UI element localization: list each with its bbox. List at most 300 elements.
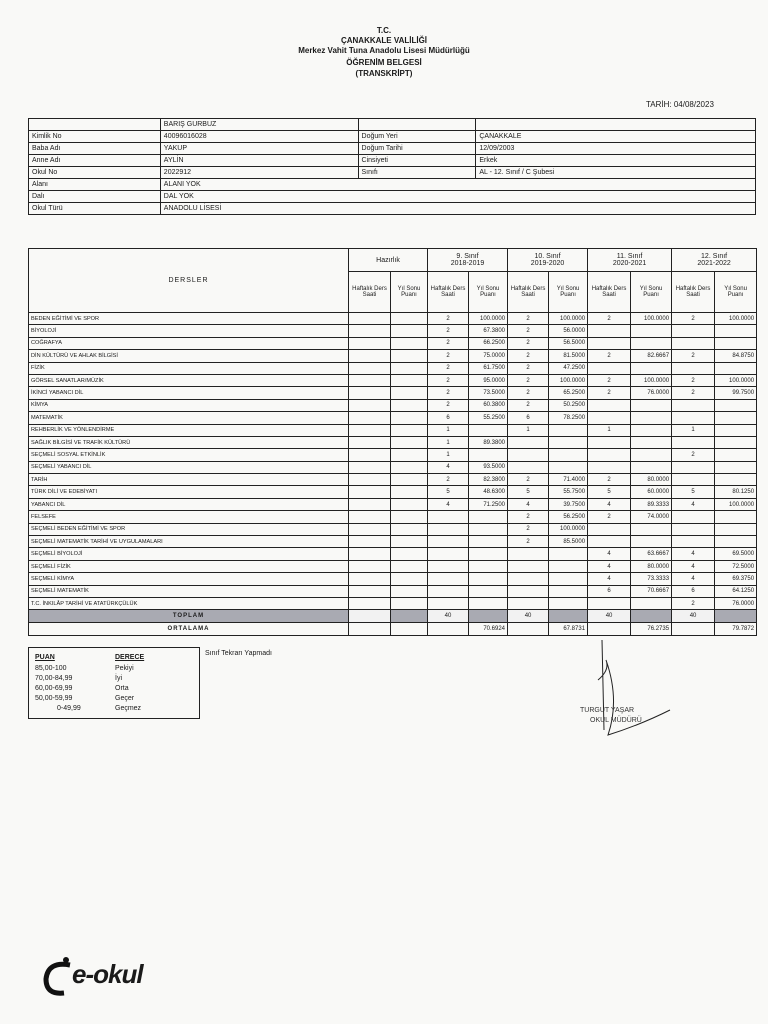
score-cell bbox=[391, 449, 428, 461]
legend-score-range: 60,00-69,99 bbox=[35, 685, 73, 692]
weekly-hours-cell: 2 bbox=[508, 362, 549, 374]
weekly-hours-cell: 1 bbox=[588, 424, 631, 436]
weekly-hours-cell: 1 bbox=[508, 424, 549, 436]
weekly-hours-cell bbox=[349, 337, 391, 349]
average-cell bbox=[588, 623, 631, 636]
weekly-hours-cell: 2 bbox=[508, 536, 549, 548]
course-row bbox=[29, 436, 757, 448]
average-row bbox=[29, 623, 757, 636]
score-cell bbox=[549, 548, 588, 560]
total-cell bbox=[631, 610, 672, 623]
score-cell: 55.7500 bbox=[549, 486, 588, 498]
weekly-hours-cell: 2 bbox=[428, 325, 469, 337]
score-cell bbox=[549, 461, 588, 473]
score-cell: 50.2500 bbox=[549, 399, 588, 411]
weekly-hours-cell: 2 bbox=[588, 350, 631, 362]
weekly-hours-cell bbox=[508, 560, 549, 572]
weekly-hours-cell bbox=[588, 597, 631, 609]
course-name: SEÇMELİ MATEMATİK TARİHİ VE UYGULAMALARI bbox=[29, 536, 349, 548]
weekly-hours-cell bbox=[428, 548, 469, 560]
year-end-score-header: Yıl Sonu Puanı bbox=[631, 272, 672, 313]
total-cell bbox=[469, 610, 508, 623]
weekly-hours-cell bbox=[349, 548, 391, 560]
grade12-period: 2021-2022 bbox=[697, 260, 731, 267]
total-cell bbox=[349, 610, 391, 623]
score-cell bbox=[549, 597, 588, 609]
weekly-hours-header: Haftalık Ders Saati bbox=[588, 272, 631, 313]
weekly-hours-cell bbox=[588, 337, 631, 349]
weekly-hours-cell bbox=[349, 387, 391, 399]
score-cell bbox=[715, 461, 757, 473]
score-cell bbox=[715, 436, 757, 448]
course-row bbox=[29, 498, 757, 510]
course-row bbox=[29, 387, 757, 399]
weekly-hours-header: Haftalık Ders Saati bbox=[672, 272, 715, 313]
grade9-title: 9. Sınıf bbox=[456, 253, 479, 260]
course-name: REHBERLİK VE YÖNLENDİRME bbox=[29, 424, 349, 436]
value-tc: 40096016028 bbox=[160, 131, 358, 143]
weekly-hours-cell bbox=[428, 560, 469, 572]
weekly-hours-cell bbox=[428, 573, 469, 585]
course-row bbox=[29, 313, 757, 325]
score-cell bbox=[469, 560, 508, 572]
value-gender: Erkek bbox=[476, 155, 756, 167]
course-name: İKİNCİ YABANCI DİL bbox=[29, 387, 349, 399]
score-cell bbox=[715, 511, 757, 523]
course-row bbox=[29, 337, 757, 349]
score-cell bbox=[391, 374, 428, 386]
score-cell bbox=[631, 523, 672, 535]
course-name: SEÇMELİ BİYOLOJİ bbox=[29, 548, 349, 560]
score-cell bbox=[631, 412, 672, 424]
course-row bbox=[29, 449, 757, 461]
legend-grade-label: Geçmez bbox=[115, 705, 142, 712]
course-row bbox=[29, 573, 757, 585]
score-cell bbox=[391, 597, 428, 609]
course-row bbox=[29, 461, 757, 473]
course-row bbox=[29, 486, 757, 498]
score-cell: 73.3333 bbox=[631, 573, 672, 585]
weekly-hours-cell: 4 bbox=[672, 498, 715, 510]
score-cell: 47.2500 bbox=[549, 362, 588, 374]
weekly-hours-cell: 2 bbox=[508, 325, 549, 337]
weekly-hours-cell: 5 bbox=[672, 486, 715, 498]
weekly-hours-cell: 2 bbox=[508, 313, 549, 325]
score-cell bbox=[715, 325, 757, 337]
weekly-hours-cell: 5 bbox=[428, 486, 469, 498]
weekly-hours-cell bbox=[672, 436, 715, 448]
course-row bbox=[29, 350, 757, 362]
score-cell bbox=[391, 498, 428, 510]
score-cell bbox=[391, 313, 428, 325]
weekly-hours-cell bbox=[349, 461, 391, 473]
document-date: TARİH: 04/08/2023 bbox=[646, 100, 714, 109]
weekly-hours-cell: 2 bbox=[508, 511, 549, 523]
value-mother: AYLİN bbox=[160, 155, 358, 167]
score-cell bbox=[391, 362, 428, 374]
score-cell: 71.4000 bbox=[549, 474, 588, 486]
weekly-hours-cell bbox=[672, 523, 715, 535]
course-row bbox=[29, 585, 757, 597]
legend-grade-label: Pekiyi bbox=[115, 665, 134, 672]
score-cell: 69.5000 bbox=[715, 548, 757, 560]
score-cell bbox=[391, 424, 428, 436]
weekly-hours-cell bbox=[349, 449, 391, 461]
weekly-hours-cell bbox=[672, 461, 715, 473]
weekly-hours-cell bbox=[588, 362, 631, 374]
grade9-header bbox=[428, 249, 508, 272]
score-cell bbox=[391, 536, 428, 548]
score-cell: 65.2500 bbox=[549, 387, 588, 399]
weekly-hours-cell: 2 bbox=[428, 399, 469, 411]
legend-grade-label: Geçer bbox=[115, 695, 135, 702]
course-name: GÖRSEL SANATLAR/MÜZİK bbox=[29, 374, 349, 386]
weekly-hours-cell bbox=[588, 461, 631, 473]
label-birthdate: Doğum Tarihi bbox=[358, 143, 476, 155]
average-label: ORTALAMA bbox=[29, 623, 349, 636]
weekly-hours-cell: 2 bbox=[428, 337, 469, 349]
legend-score-range: 85,00-100 bbox=[35, 665, 67, 672]
score-cell: 56.5000 bbox=[549, 337, 588, 349]
course-row bbox=[29, 412, 757, 424]
course-row bbox=[29, 560, 757, 572]
weekly-hours-cell bbox=[349, 374, 391, 386]
score-cell: 89.3333 bbox=[631, 498, 672, 510]
weekly-hours-cell bbox=[672, 511, 715, 523]
weekly-hours-cell bbox=[428, 523, 469, 535]
label-mother: Anne Adı bbox=[29, 155, 161, 167]
score-cell: 66.2500 bbox=[469, 337, 508, 349]
score-cell: 67.3800 bbox=[469, 325, 508, 337]
weekly-hours-cell bbox=[588, 436, 631, 448]
score-cell: 85.5000 bbox=[549, 536, 588, 548]
weekly-hours-cell: 6 bbox=[508, 412, 549, 424]
course-name: FELSEFE bbox=[29, 511, 349, 523]
grade11-title: 11. Sınıf bbox=[616, 253, 643, 260]
score-cell: 93.5000 bbox=[469, 461, 508, 473]
weekly-hours-cell: 2 bbox=[588, 387, 631, 399]
course-name: DİN KÜLTÜRÜ VE AHLAK BİLGİSİ bbox=[29, 350, 349, 362]
weekly-hours-cell bbox=[349, 585, 391, 597]
weekly-hours-cell bbox=[588, 536, 631, 548]
score-cell bbox=[391, 337, 428, 349]
weekly-hours-cell bbox=[349, 536, 391, 548]
course-name: BEDEN EĞİTİMİ VE SPOR bbox=[29, 313, 349, 325]
score-cell: 61.7500 bbox=[469, 362, 508, 374]
weekly-hours-cell bbox=[508, 597, 549, 609]
legend-score-range: 0-49,99 bbox=[57, 705, 81, 712]
score-cell bbox=[549, 585, 588, 597]
grade10-title: 10. Sınıf bbox=[534, 253, 561, 260]
weekly-hours-cell: 5 bbox=[508, 486, 549, 498]
score-cell bbox=[391, 436, 428, 448]
course-row bbox=[29, 362, 757, 374]
score-cell bbox=[631, 597, 672, 609]
score-cell bbox=[631, 436, 672, 448]
score-cell: 73.5000 bbox=[469, 387, 508, 399]
grade9-period: 2018-2019 bbox=[450, 260, 485, 267]
score-cell: 84.8750 bbox=[715, 350, 757, 362]
score-cell: 100.0000 bbox=[549, 374, 588, 386]
score-cell: 80.0000 bbox=[631, 474, 672, 486]
weekly-hours-cell bbox=[349, 560, 391, 572]
total-label: TOPLAM bbox=[29, 610, 349, 623]
score-cell bbox=[715, 362, 757, 374]
score-cell bbox=[715, 449, 757, 461]
score-cell: 80.0000 bbox=[631, 560, 672, 572]
weekly-hours-cell bbox=[672, 412, 715, 424]
score-cell: 100.0000 bbox=[469, 313, 508, 325]
course-name: KİMYA bbox=[29, 399, 349, 411]
weekly-hours-cell: 1 bbox=[672, 424, 715, 436]
legend-score-range: 50,00-59,99 bbox=[35, 695, 73, 702]
year-end-score-header: Yıl Sonu Puanı bbox=[391, 272, 428, 313]
score-cell: 70.6667 bbox=[631, 585, 672, 597]
score-cell bbox=[391, 387, 428, 399]
average-cell: 79.7872 bbox=[715, 623, 757, 636]
course-row bbox=[29, 325, 757, 337]
label-tc: Kimlik No bbox=[29, 131, 161, 143]
weekly-hours-cell: 4 bbox=[508, 498, 549, 510]
score-cell bbox=[469, 523, 508, 535]
score-cell bbox=[631, 337, 672, 349]
value-birthdate: 12/09/2003 bbox=[476, 143, 756, 155]
weekly-hours-cell: 2 bbox=[672, 597, 715, 609]
score-cell: 81.5000 bbox=[549, 350, 588, 362]
score-cell bbox=[549, 449, 588, 461]
average-cell bbox=[428, 623, 469, 636]
course-name: BİYOLOJİ bbox=[29, 325, 349, 337]
legend-derece-header: DERECE bbox=[115, 654, 145, 661]
score-cell bbox=[715, 412, 757, 424]
weekly-hours-cell bbox=[349, 325, 391, 337]
score-cell bbox=[391, 585, 428, 597]
course-row bbox=[29, 424, 757, 436]
weekly-hours-cell bbox=[349, 424, 391, 436]
weekly-hours-cell bbox=[508, 573, 549, 585]
value-school-no: 2022912 bbox=[160, 167, 358, 179]
course-name: TÜRK DİLİ VE EDEBİYATI bbox=[29, 486, 349, 498]
year-end-score-header: Yıl Sonu Puanı bbox=[549, 272, 588, 313]
score-cell: 78.2500 bbox=[549, 412, 588, 424]
course-name: SEÇMELİ KİMYA bbox=[29, 573, 349, 585]
weekly-hours-cell bbox=[508, 449, 549, 461]
weekly-hours-cell: 2 bbox=[428, 313, 469, 325]
weekly-hours-cell: 6 bbox=[588, 585, 631, 597]
weekly-hours-cell: 2 bbox=[588, 374, 631, 386]
stamp-title: OKUL MÜDÜRÜ bbox=[590, 717, 642, 724]
weekly-hours-cell bbox=[428, 585, 469, 597]
repeat-note: Sınıf Tekrarı Yapmadı bbox=[205, 650, 272, 657]
year-end-score-header: Yıl Sonu Puanı bbox=[715, 272, 757, 313]
score-cell bbox=[631, 362, 672, 374]
course-name: SEÇMELİ MATEMATİK bbox=[29, 585, 349, 597]
weekly-hours-cell bbox=[349, 362, 391, 374]
weekly-hours-cell: 2 bbox=[588, 474, 631, 486]
weekly-hours-cell: 2 bbox=[672, 449, 715, 461]
average-cell: 70.6924 bbox=[469, 623, 508, 636]
score-cell bbox=[469, 585, 508, 597]
weekly-hours-cell bbox=[428, 597, 469, 609]
course-name: SEÇMELİ YABANCI DİL bbox=[29, 461, 349, 473]
score-cell bbox=[469, 573, 508, 585]
e-okul-wordmark: e-okul bbox=[72, 959, 143, 989]
weekly-hours-cell bbox=[672, 536, 715, 548]
weekly-hours-cell bbox=[588, 523, 631, 535]
weekly-hours-cell bbox=[672, 474, 715, 486]
course-row bbox=[29, 399, 757, 411]
score-cell bbox=[469, 597, 508, 609]
course-name: T.C. İNKILÂP TARİHİ VE ATATÜRKÇÜLÜK bbox=[29, 597, 349, 609]
weekly-hours-header: Haftalık Ders Saati bbox=[428, 272, 469, 313]
weekly-hours-cell bbox=[349, 597, 391, 609]
grade-legend bbox=[28, 647, 200, 719]
grade11-period: 2020-2021 bbox=[612, 260, 647, 267]
header-governorship: ÇANAKKALE VALİLİĞİ bbox=[340, 36, 428, 45]
score-cell bbox=[631, 424, 672, 436]
weekly-hours-cell: 4 bbox=[672, 573, 715, 585]
weekly-hours-cell bbox=[588, 399, 631, 411]
score-cell: 71.2500 bbox=[469, 498, 508, 510]
course-name: MATEMATİK bbox=[29, 412, 349, 424]
total-cell: 40 bbox=[588, 610, 631, 623]
score-cell: 80.1250 bbox=[715, 486, 757, 498]
weekly-hours-cell bbox=[588, 449, 631, 461]
weekly-hours-cell: 2 bbox=[588, 313, 631, 325]
average-cell: 76.2735 bbox=[631, 623, 672, 636]
weekly-hours-cell: 4 bbox=[428, 461, 469, 473]
weekly-hours-header: Haftalık Ders Saati bbox=[508, 272, 549, 313]
total-cell bbox=[549, 610, 588, 623]
score-cell: 100.0000 bbox=[715, 498, 757, 510]
score-cell bbox=[715, 536, 757, 548]
weekly-hours-cell bbox=[508, 436, 549, 448]
student-info-table bbox=[28, 118, 756, 215]
score-cell: 74.0000 bbox=[631, 511, 672, 523]
average-cell bbox=[391, 623, 428, 636]
grades-body bbox=[29, 313, 757, 610]
weekly-hours-cell: 2 bbox=[672, 350, 715, 362]
value-branch: DAL YOK bbox=[160, 191, 755, 203]
course-row bbox=[29, 536, 757, 548]
grade10-period: 2019-2020 bbox=[530, 260, 565, 267]
average-cell: 67.8731 bbox=[549, 623, 588, 636]
score-cell: 75.0000 bbox=[469, 350, 508, 362]
score-cell bbox=[549, 424, 588, 436]
weekly-hours-cell: 2 bbox=[588, 511, 631, 523]
course-name: COĞRAFYA bbox=[29, 337, 349, 349]
e-okul-logo bbox=[40, 955, 150, 1005]
info-empty bbox=[29, 119, 161, 131]
course-row bbox=[29, 511, 757, 523]
score-cell: 72.5000 bbox=[715, 560, 757, 572]
score-cell bbox=[469, 548, 508, 560]
score-cell: 69.3750 bbox=[715, 573, 757, 585]
year-end-score-header: Yıl Sonu Puanı bbox=[469, 272, 508, 313]
score-cell bbox=[391, 461, 428, 473]
score-cell: 100.0000 bbox=[549, 313, 588, 325]
weekly-hours-cell: 2 bbox=[428, 387, 469, 399]
course-name: TARİH bbox=[29, 474, 349, 486]
score-cell bbox=[469, 511, 508, 523]
score-cell: 56.0000 bbox=[549, 325, 588, 337]
weekly-hours-cell: 2 bbox=[428, 362, 469, 374]
weekly-hours-cell: 2 bbox=[428, 374, 469, 386]
weekly-hours-cell bbox=[672, 362, 715, 374]
score-cell: 76.0000 bbox=[715, 597, 757, 609]
value-father: YAKUP bbox=[160, 143, 358, 155]
total-cell bbox=[715, 610, 757, 623]
weekly-hours-cell: 2 bbox=[508, 374, 549, 386]
weekly-hours-cell bbox=[349, 350, 391, 362]
legend-grade-label: Orta bbox=[115, 685, 129, 692]
score-cell bbox=[631, 325, 672, 337]
weekly-hours-cell: 4 bbox=[672, 548, 715, 560]
course-row bbox=[29, 548, 757, 560]
legend-puan-header: PUAN bbox=[35, 654, 55, 661]
score-cell bbox=[391, 325, 428, 337]
score-cell bbox=[391, 573, 428, 585]
score-cell: 100.0000 bbox=[631, 374, 672, 386]
course-row bbox=[29, 474, 757, 486]
weekly-hours-cell: 5 bbox=[588, 486, 631, 498]
label-birthplace: Doğum Yeri bbox=[358, 131, 476, 143]
score-cell: 64.1250 bbox=[715, 585, 757, 597]
weekly-hours-cell: 2 bbox=[672, 313, 715, 325]
value-birthplace: ÇANAKKALE bbox=[476, 131, 756, 143]
weekly-hours-cell: 1 bbox=[428, 436, 469, 448]
score-cell bbox=[469, 536, 508, 548]
legend-grade-label: İyi bbox=[115, 675, 122, 682]
weekly-hours-cell bbox=[428, 536, 469, 548]
total-cell: 40 bbox=[672, 610, 715, 623]
weekly-hours-cell: 4 bbox=[672, 560, 715, 572]
value-school-type: ANADOLU LİSESİ bbox=[160, 203, 755, 215]
score-cell bbox=[715, 399, 757, 411]
weekly-hours-header: Haftalık Ders Saati bbox=[349, 272, 391, 313]
score-cell bbox=[549, 560, 588, 572]
course-row bbox=[29, 597, 757, 609]
weekly-hours-cell bbox=[349, 523, 391, 535]
weekly-hours-cell bbox=[349, 474, 391, 486]
label-school-no: Okul No bbox=[29, 167, 161, 179]
weekly-hours-cell bbox=[672, 337, 715, 349]
weekly-hours-cell bbox=[349, 498, 391, 510]
grade11-header bbox=[588, 249, 672, 272]
course-name: SEÇMELİ FİZİK bbox=[29, 560, 349, 572]
weekly-hours-cell: 2 bbox=[508, 474, 549, 486]
score-cell: 82.3800 bbox=[469, 474, 508, 486]
course-name: YABANCI DİL bbox=[29, 498, 349, 510]
weekly-hours-cell bbox=[672, 325, 715, 337]
student-name: BARIŞ GURBUZ bbox=[160, 119, 358, 131]
weekly-hours-cell: 2 bbox=[508, 523, 549, 535]
score-cell bbox=[469, 449, 508, 461]
weekly-hours-cell bbox=[588, 325, 631, 337]
score-cell: 48.6300 bbox=[469, 486, 508, 498]
weekly-hours-cell: 2 bbox=[428, 350, 469, 362]
weekly-hours-cell: 1 bbox=[428, 424, 469, 436]
weekly-hours-cell: 2 bbox=[672, 374, 715, 386]
grade12-header bbox=[672, 249, 757, 272]
total-row bbox=[29, 610, 757, 623]
header-doc-subtitle: (TRANSKRİPT) bbox=[355, 69, 413, 78]
weekly-hours-cell: 2 bbox=[508, 387, 549, 399]
score-cell: 95.0000 bbox=[469, 374, 508, 386]
score-cell bbox=[715, 523, 757, 535]
label-father: Baba Adı bbox=[29, 143, 161, 155]
score-cell bbox=[391, 350, 428, 362]
